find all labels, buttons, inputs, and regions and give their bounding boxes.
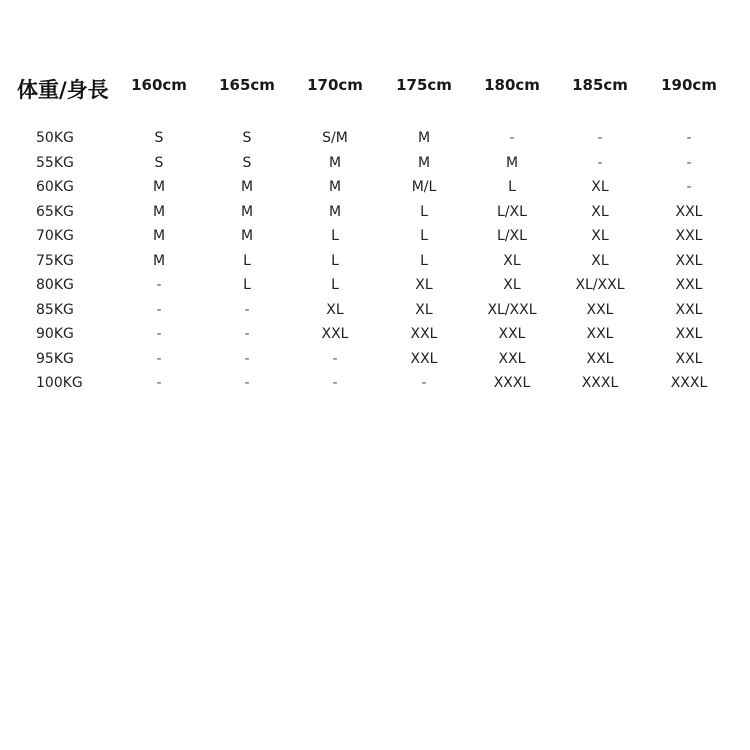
weight-label-50KG: 50KG xyxy=(36,130,74,146)
size-cell: XXL xyxy=(675,301,703,318)
size-cell: M xyxy=(240,228,254,244)
size-cell: M xyxy=(505,154,519,171)
size-cell: - xyxy=(421,375,427,391)
size-cell: M xyxy=(328,154,342,171)
weight-label-65KG: 65KG xyxy=(36,203,74,220)
size-cell: S xyxy=(242,130,252,146)
size-cell: XXL xyxy=(675,203,703,220)
size-cell: L xyxy=(243,252,251,269)
height-header-165cm: 165cm xyxy=(219,76,275,94)
size-cell: S xyxy=(242,154,252,171)
size-cell: M/L xyxy=(411,179,437,195)
weight-label-95KG: 95KG xyxy=(36,350,74,367)
size-cell: - xyxy=(244,350,250,367)
size-cell: - xyxy=(686,154,692,171)
size-cell: - xyxy=(244,301,250,318)
size-cell: L xyxy=(243,277,251,293)
size-cell: XXL xyxy=(498,326,526,342)
size-cell: - xyxy=(156,326,162,342)
size-cell: XL/XXL xyxy=(487,301,537,318)
size-cell: - xyxy=(156,277,162,293)
size-cell: - xyxy=(509,130,515,146)
size-cell: - xyxy=(597,154,603,171)
size-cell: XL xyxy=(326,301,344,318)
size-cell: - xyxy=(686,130,692,146)
size-cell: XXL xyxy=(675,350,703,367)
size-cell: L/XL xyxy=(497,228,527,244)
size-cell: M xyxy=(152,252,166,269)
size-cell: XXL xyxy=(586,301,614,318)
size-cell: XXL xyxy=(410,350,438,367)
size-cell: XL xyxy=(591,252,609,269)
size-cell: M xyxy=(417,154,431,171)
size-cell: XL xyxy=(503,252,521,269)
height-header-170cm: 170cm xyxy=(307,76,363,94)
size-cell: S xyxy=(154,154,164,171)
weight-label-90KG: 90KG xyxy=(36,326,74,342)
height-header-160cm: 160cm xyxy=(131,76,187,94)
size-cell: XXXL xyxy=(670,375,708,391)
size-cell: XXL xyxy=(321,326,349,342)
size-cell: - xyxy=(332,350,338,367)
size-cell: S/M xyxy=(322,130,348,146)
size-cell: XXL xyxy=(675,326,703,342)
size-cell: - xyxy=(686,179,692,195)
size-cell: XXL xyxy=(410,326,438,342)
size-cell: XXXL xyxy=(493,375,531,391)
size-cell: M xyxy=(417,130,431,146)
size-cell: - xyxy=(156,301,162,318)
size-cell: M xyxy=(152,179,166,195)
size-cell: L xyxy=(331,228,339,244)
height-header-175cm: 175cm xyxy=(396,76,452,94)
size-cell: L xyxy=(331,277,339,293)
weight-label-80KG: 80KG xyxy=(36,277,74,293)
size-cell: S xyxy=(154,130,164,146)
size-cell: L xyxy=(420,228,428,244)
size-cell: XXL xyxy=(586,350,614,367)
size-cell: L xyxy=(331,252,339,269)
size-cell: L xyxy=(420,252,428,269)
size-cell: L xyxy=(508,179,516,195)
size-cell: XL xyxy=(591,179,609,195)
size-cell: XL xyxy=(503,277,521,293)
size-cell: XXL xyxy=(675,277,703,293)
size-cell: M xyxy=(152,203,166,220)
size-cell: - xyxy=(332,375,338,391)
weight-label-55KG: 55KG xyxy=(36,154,74,171)
size-cell: - xyxy=(156,375,162,391)
size-cell: M xyxy=(328,179,342,195)
size-cell: M xyxy=(240,179,254,195)
weight-label-75KG: 75KG xyxy=(36,252,74,269)
size-cell: XL xyxy=(591,203,609,220)
size-cell: XL xyxy=(591,228,609,244)
size-cell: XL xyxy=(415,277,433,293)
size-cell: M xyxy=(152,228,166,244)
size-cell: - xyxy=(244,375,250,391)
weight-label-100KG: 100KG xyxy=(36,375,83,391)
size-cell: XXXL xyxy=(581,375,619,391)
size-cell: L/XL xyxy=(497,203,527,220)
size-cell: XXL xyxy=(675,228,703,244)
height-header-190cm: 190cm xyxy=(661,76,717,94)
size-cell: XXL xyxy=(675,252,703,269)
size-cell: M xyxy=(240,203,254,220)
size-cell: XL/XXL xyxy=(575,277,625,293)
size-cell: - xyxy=(244,326,250,342)
size-cell: - xyxy=(156,350,162,367)
size-cell: XL xyxy=(415,301,433,318)
weight-label-60KG: 60KG xyxy=(36,179,74,195)
weight-label-70KG: 70KG xyxy=(36,228,74,244)
size-cell: - xyxy=(597,130,603,146)
size-cell: M xyxy=(328,203,342,220)
size-cell: XXL xyxy=(586,326,614,342)
corner-label-weight-height: 体重/身長 xyxy=(17,77,109,102)
size-cell: L xyxy=(420,203,428,220)
size-cell: XXL xyxy=(498,350,526,367)
height-header-180cm: 180cm xyxy=(484,76,540,94)
weight-label-85KG: 85KG xyxy=(36,301,74,318)
height-header-185cm: 185cm xyxy=(572,76,628,94)
